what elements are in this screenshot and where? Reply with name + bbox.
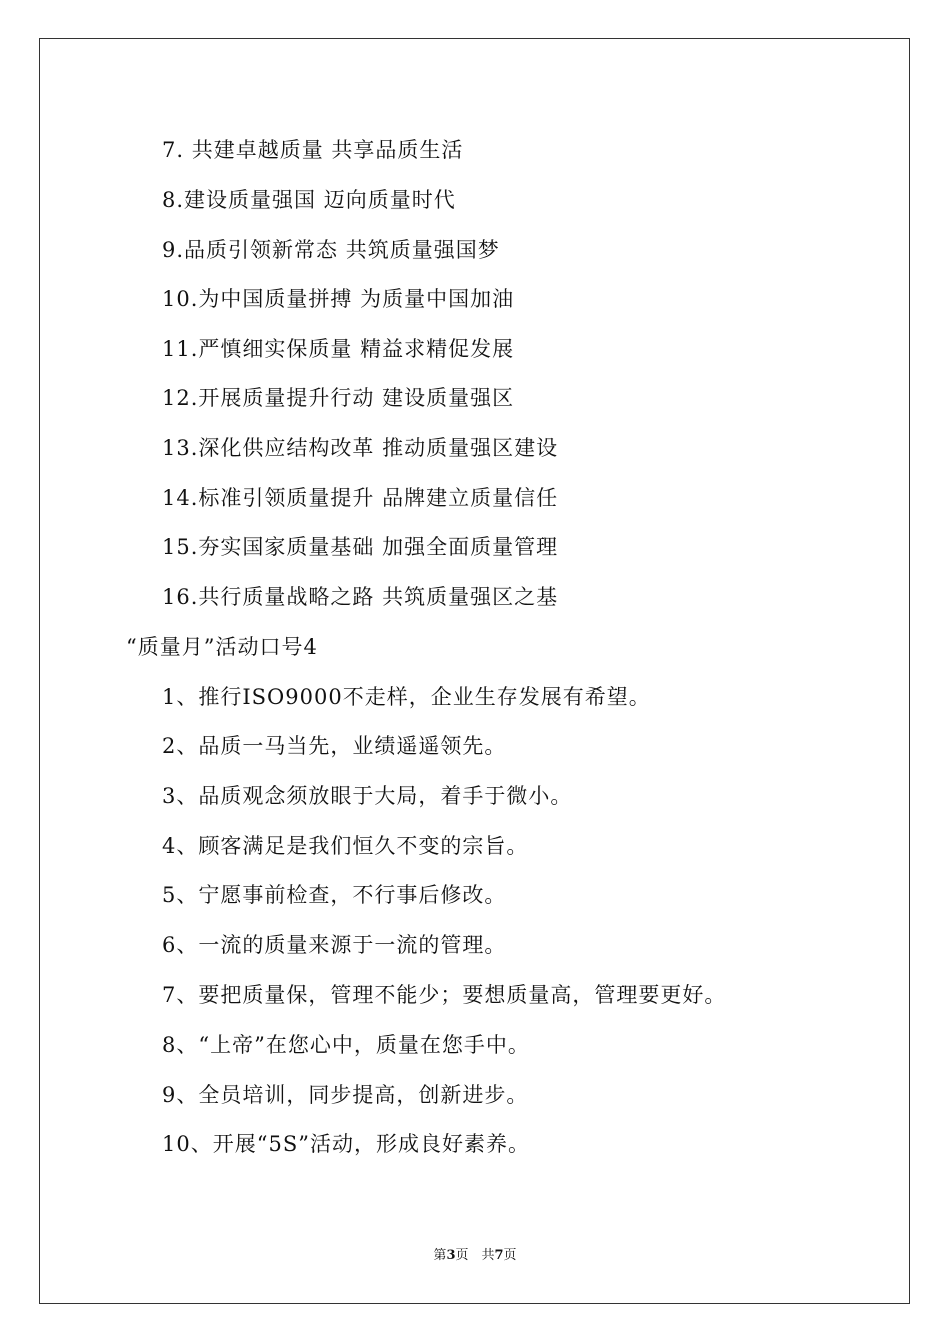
slogan-line: 1、推行ISO9000不走样，企业生存发展有希望。 — [162, 685, 651, 709]
slogan-line: 9.品质引领新常态 共筑质量强国梦 — [162, 238, 500, 262]
slogan-line: 10、开展“5S”活动，形成良好素养。 — [162, 1132, 530, 1156]
slogan-line: 3、品质观念须放眼于大局，着手于微小。 — [162, 784, 573, 808]
current-page-number: 3 — [446, 1248, 456, 1263]
slogan-line: 13.深化供应结构改革 推动质量强区建设 — [162, 436, 559, 460]
footer-mid: 页 共 — [455, 1248, 495, 1263]
slogan-line: 7. 共建卓越质量 共享品质生活 — [162, 138, 464, 162]
page-border — [39, 38, 910, 1304]
slogan-line: 2、品质一马当先，业绩遥遥领先。 — [162, 734, 507, 758]
footer-prefix: 第 — [433, 1248, 447, 1263]
section-heading: “质量月”活动口号4 — [126, 635, 318, 659]
slogan-line: 11.严慎细实保质量 精益求精促发展 — [162, 337, 515, 361]
slogan-line: 10.为中国质量拼搏 为质量中国加油 — [162, 287, 515, 311]
page-footer — [0, 1247, 950, 1265]
slogan-line: 8.建设质量强国 迈向质量时代 — [162, 188, 456, 212]
slogan-line: 6、一流的质量来源于一流的管理。 — [162, 933, 507, 957]
slogan-line: 5、宁愿事前检查，不行事后修改。 — [162, 883, 507, 907]
slogan-line: 16.共行质量战略之路 共筑质量强区之基 — [162, 585, 559, 609]
slogan-line: 14.标准引领质量提升 品牌建立质量信任 — [162, 486, 559, 510]
footer-suffix: 页 — [503, 1248, 517, 1263]
slogan-line: 12.开展质量提升行动 建设质量强区 — [162, 386, 515, 410]
slogan-line: 8、“上帝”在您心中，质量在您手中。 — [162, 1033, 530, 1057]
slogan-line: 9、全员培训，同步提高，创新进步。 — [162, 1083, 529, 1107]
slogan-line: 15.夯实国家质量基础 加强全面质量管理 — [162, 535, 559, 559]
total-pages-number: 7 — [494, 1248, 504, 1263]
slogan-line: 4、顾客满足是我们恒久不变的宗旨。 — [162, 834, 529, 858]
slogan-line: 7、要把质量保，管理不能少；要想质量高，管理要更好。 — [162, 983, 727, 1007]
